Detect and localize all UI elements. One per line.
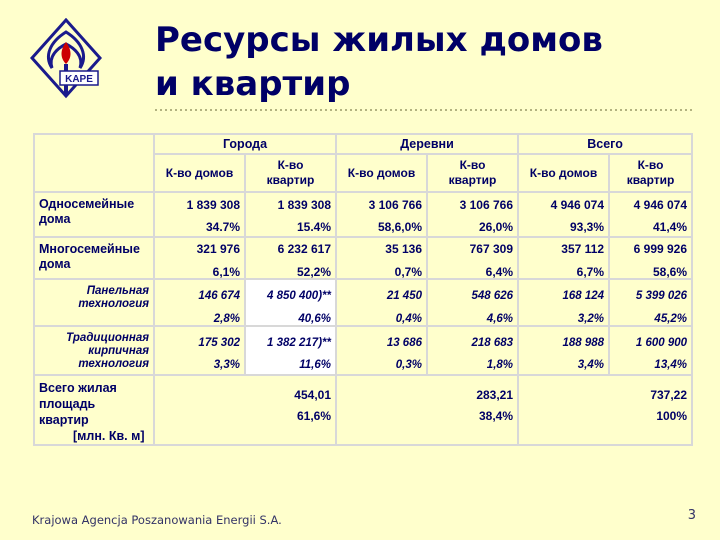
- cell-value: 188 988 3,4%: [518, 326, 609, 375]
- corner-cell: [34, 134, 154, 192]
- cell-value: 6 999 926 58,6%: [609, 237, 692, 279]
- cell-value: 1 839 308 34.7%: [154, 192, 245, 237]
- cell-value: 321 976 6,1%: [154, 237, 245, 279]
- cell-value: 1 382 217)** 11,6%: [245, 326, 336, 375]
- subheader-flats: К-во квартир: [245, 154, 336, 192]
- title-line-2: и квартир: [155, 64, 351, 104]
- cell-value: 3 106 766 58,6,0%: [336, 192, 427, 237]
- cell-value: 283,21 38,4%: [336, 375, 518, 445]
- title-dotted-rule: [155, 108, 695, 112]
- cell-value: 4 850 400)** 40,6%: [245, 279, 336, 326]
- subheader-flats: К-во квартир: [427, 154, 518, 192]
- row-label-single-family: Односемейные дома: [34, 192, 154, 237]
- row-label-total-area: Всего жилая площадь квартир [млн. Кв. м]: [34, 375, 154, 445]
- cell-value: 146 674 2,8%: [154, 279, 245, 326]
- cell-value: 4 946 074 41,4%: [609, 192, 692, 237]
- cell-value: 357 112 6,7%: [518, 237, 609, 279]
- cell-value: 6 232 617 52,2%: [245, 237, 336, 279]
- title-line-1: Ресурсы жилых домов: [155, 20, 603, 60]
- cell-value: 35 136 0,7%: [336, 237, 427, 279]
- cell-value: 168 124 3,2%: [518, 279, 609, 326]
- cell-value: 175 302 3,3%: [154, 326, 245, 375]
- row-label-panel-technology: Панельная технология: [34, 279, 154, 326]
- cell-value: 218 683 1,8%: [427, 326, 518, 375]
- cell-value: 454,01 61,6%: [154, 375, 336, 445]
- table-row: [34, 375, 692, 445]
- cell-value: 13 686 0,3%: [336, 326, 427, 375]
- row-label-multi-family: Многосемейные дома: [34, 237, 154, 279]
- cell-value: 5 399 026 45,2%: [609, 279, 692, 326]
- page-number: 3: [687, 508, 696, 523]
- cell-value: 3 106 766 26,0%: [427, 192, 518, 237]
- logo-text: KAPE: [65, 74, 93, 85]
- footer-org-name: Krajowa Agencja Poszanowania Energii S.A.: [32, 513, 282, 527]
- group-header-row: [34, 134, 692, 154]
- table-row: [34, 192, 692, 237]
- cell-value: 21 450 0,4%: [336, 279, 427, 326]
- cell-value: 1 839 308 15.4%: [245, 192, 336, 237]
- housing-resources-table: [33, 133, 693, 446]
- cell-value: 1 600 900 13,4%: [609, 326, 692, 375]
- cell-value: 737,22 100%: [518, 375, 692, 445]
- group-header-villages: Деревни: [336, 134, 518, 154]
- table-row: [34, 326, 692, 375]
- table-row: [34, 279, 692, 326]
- subheader-flats: К-во квартир: [609, 154, 692, 192]
- group-header-total: Всего: [518, 134, 692, 154]
- row-label-brick-technology: Традиционная кирпичная технология: [34, 326, 154, 375]
- table-row: [34, 237, 692, 279]
- cell-value: 548 626 4,6%: [427, 279, 518, 326]
- page-title: [155, 18, 603, 106]
- cell-value: 767 309 6,4%: [427, 237, 518, 279]
- subheader-houses: К-во домов: [518, 154, 609, 192]
- subheader-houses: К-во домов: [336, 154, 427, 192]
- group-header-cities: Города: [154, 134, 336, 154]
- kape-logo: [30, 18, 102, 100]
- cell-value: 4 946 074 93,3%: [518, 192, 609, 237]
- subheader-houses: К-во домов: [154, 154, 245, 192]
